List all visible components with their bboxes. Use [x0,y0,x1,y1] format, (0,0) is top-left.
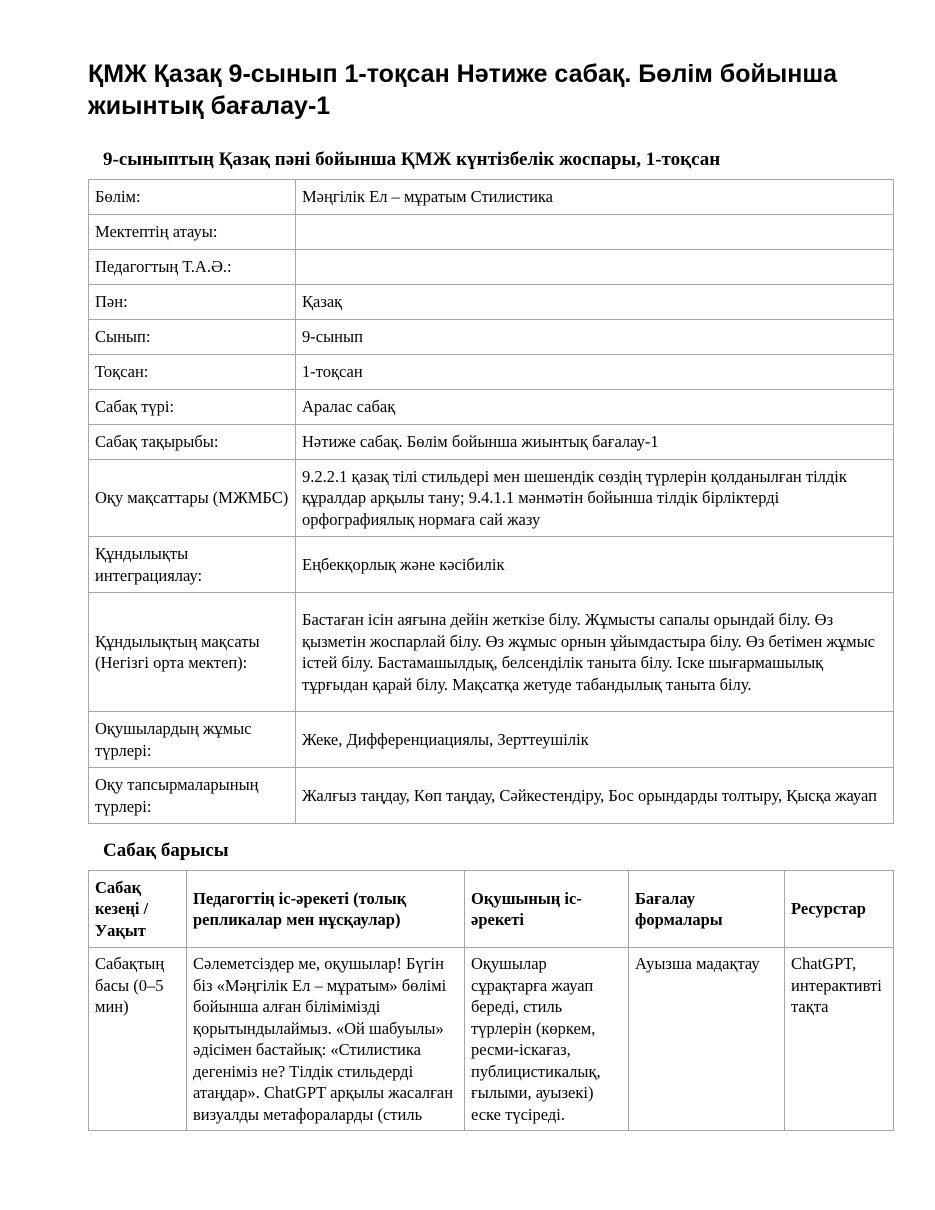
info-label: Сабақ тақырыбы: [89,425,296,460]
header-assessment: Бағалау формалары [629,871,785,948]
info-label: Құндылықтың мақсаты (Негізгі орта мектеп): [89,593,296,712]
info-row-subject [89,285,894,320]
header-teacher-activity: Педагогтің іс-әрекеті (толық репликалар мен нұсқаулар) [187,871,465,948]
info-value: Еңбекқорлық және кәсібилік [296,537,894,593]
info-value: 1-тоқсан [296,355,894,390]
info-value: Қазақ [296,285,894,320]
info-label: Құндылықты интеграциялау: [89,537,296,593]
flow-student-activity: Оқушылар сұрақтарға жауап береді, стиль түрлерін (көркем, ресми-іскағаз, публицистикалық, ғылыми, ауызекі) еске түсіреді. [465,948,629,1131]
flow-resources: ChatGPT, интерактивті тақта [785,948,894,1131]
info-row-teacher [89,250,894,285]
info-value: Мәңгілік Ел – мұратым Стилистика [296,180,894,215]
info-row-section [89,180,894,215]
info-row-value-integration [89,537,894,593]
info-value: Бастаған ісін аяғына дейін жеткізе білу. Жұмысты сапалы орындай білу. Өз қызметін жоспарлай білу. Өз жұмыс орнын ұйымдастыра білу. Өз бетімен жұмыс істей білу. Бастамашылдық, белсенділік таныта білу. Іске шығармашылық тұрғыдан қарай білу. Мақсатқа жетуде табандылық таныта білу. [296,593,894,712]
info-label: Сынып: [89,320,296,355]
info-value [296,215,894,250]
info-row-school [89,215,894,250]
header-student-activity: Оқушының іс-әрекеті [465,871,629,948]
info-label: Пән: [89,285,296,320]
info-label: Оқу мақсаттары (МЖМБС) [89,460,296,537]
info-label: Тоқсан: [89,355,296,390]
info-label: Оқушылардың жұмыс түрлері: [89,712,296,768]
info-label: Бөлім: [89,180,296,215]
info-row-lesson-type [89,390,894,425]
info-value: 9.2.2.1 қазақ тілі стильдері мен шешендік сөздің түрлерін қолданылған тілдік құралдар арқылы тану; 9.4.1.1 мәнмәтін бойынша тілдік бірліктерді орфографиялық нормаға сай жазу [296,460,894,537]
flow-stage: Сабақтың басы (0–5 мин) [89,948,187,1131]
info-label: Мектептің атауы: [89,215,296,250]
info-row-lesson-topic [89,425,894,460]
info-row-work-types [89,712,894,768]
info-value: Жеке, Дифференциациялы, Зерттеушілік [296,712,894,768]
info-value: Нәтиже сабақ. Бөлім бойынша жиынтық бағалау-1 [296,425,894,460]
info-row-quarter [89,355,894,390]
plan-heading: 9-сыныптың Қазақ пәні бойынша ҚМЖ күнтізбелік жоспары, 1-тоқсан [103,149,721,170]
flow-assessment: Ауызша мадақтау [629,948,785,1131]
flow-row [89,948,894,1131]
lesson-info-table [88,179,894,824]
info-label: Оқу тапсырмаларының түрлері: [89,768,296,824]
flow-header-row [89,871,894,948]
flow-teacher-activity: Сәлеметсіздер ме, оқушылар! Бүгін біз «Мәңгілік Ел – мұратым» бөлімі бойынша алған білімімізді қорытындылаймыз. «Ой шабуылы» әдісімен бастайық: «Стилистика дегеніміз не? Тілдік стильдерді атаңдар». ChatGPT арқылы жасалған визуалды метафораларды (стиль [187,948,465,1131]
header-stage: Сабақ кезеңі / Уақыт [89,871,187,948]
header-resources: Ресурстар [785,871,894,948]
info-row-task-types [89,768,894,824]
lesson-flow-table [88,870,894,1131]
document-title: ҚМЖ Қазақ 9-сынып 1-тоқсан Нәтиже сабақ. Бөлім бойынша жиынтық бағалау-1 [88,60,838,120]
info-label: Педагогтың Т.А.Ә.: [89,250,296,285]
info-row-grade [89,320,894,355]
info-value [296,250,894,285]
lesson-flow-heading: Сабақ барысы [103,840,229,861]
info-value: Жалғыз таңдау, Көп таңдау, Сәйкестендіру, Бос орындарды толтыру, Қысқа жауап [296,768,894,824]
info-label: Сабақ түрі: [89,390,296,425]
info-row-learning-objectives [89,460,894,537]
info-value: 9-сынып [296,320,894,355]
info-row-value-goal [89,593,894,712]
info-value: Аралас сабақ [296,390,894,425]
